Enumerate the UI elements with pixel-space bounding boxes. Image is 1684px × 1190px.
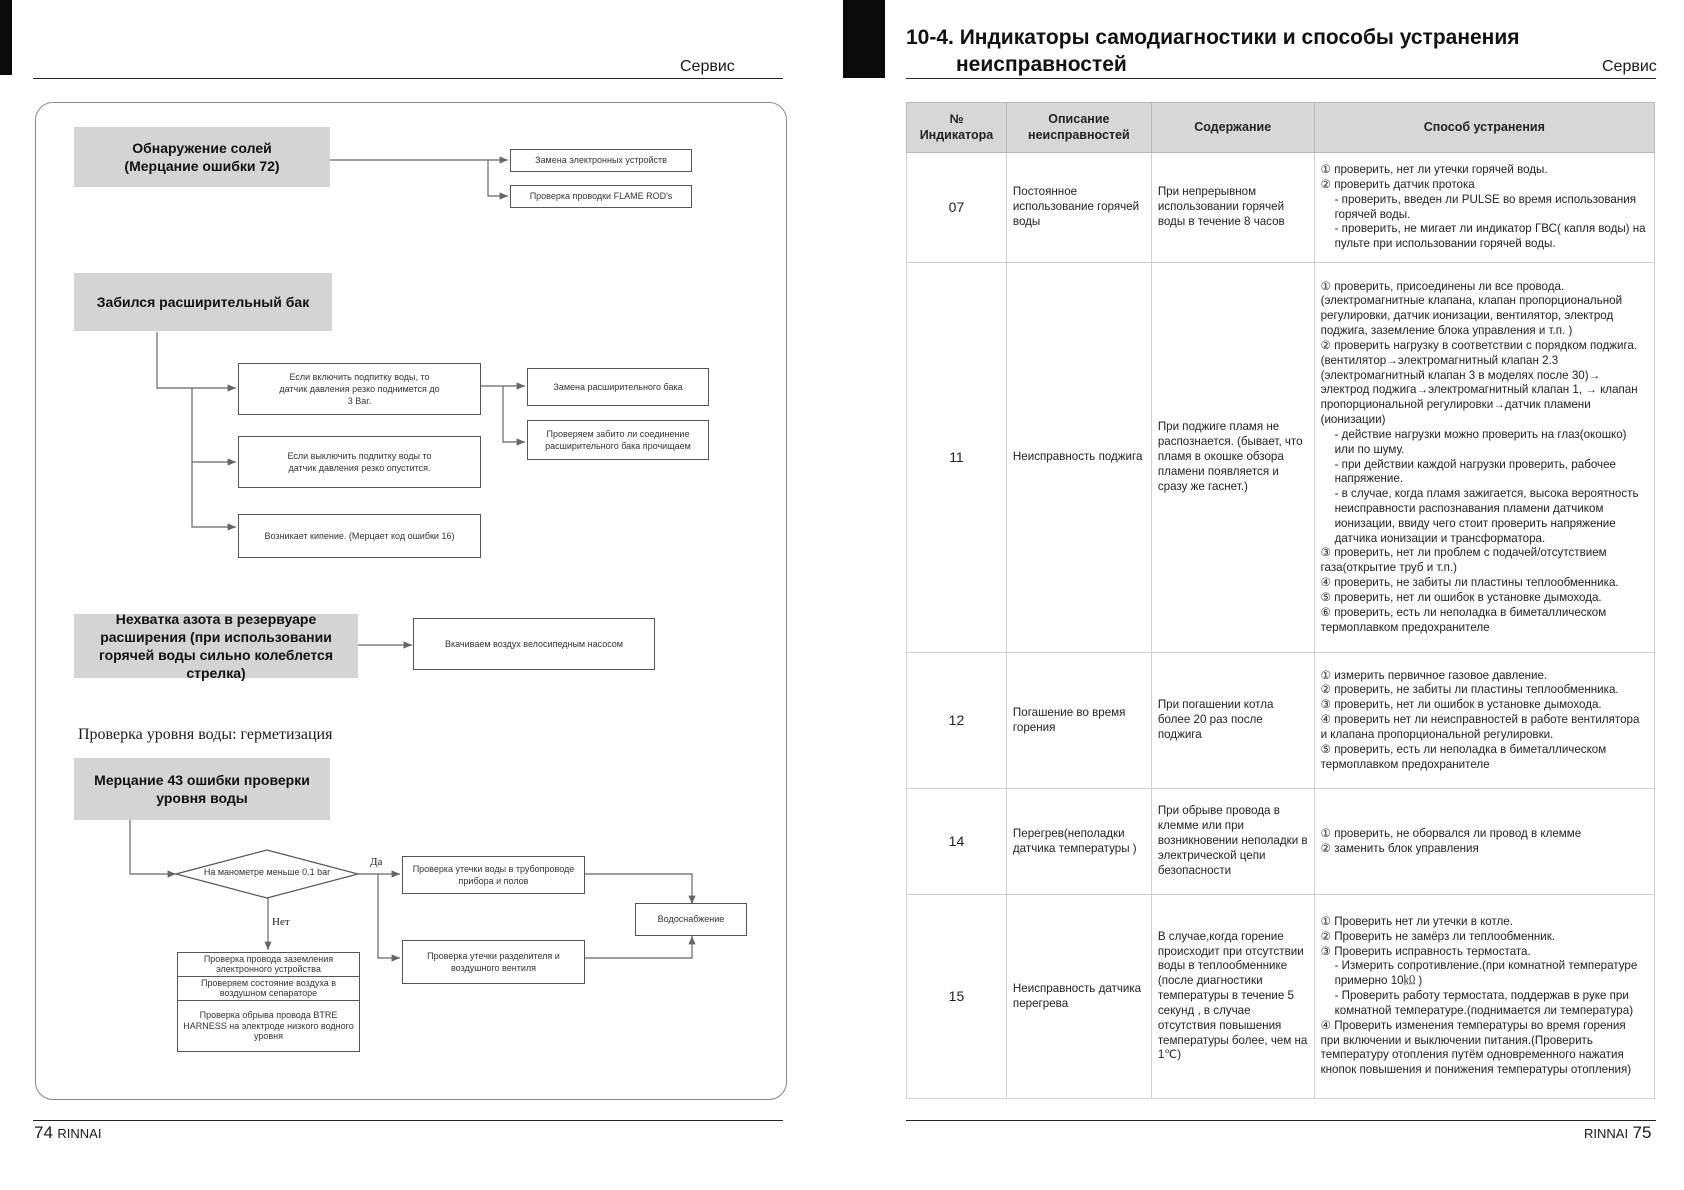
f43-result-box: Водоснабжение: [635, 903, 747, 936]
cell-fix: [1314, 153, 1654, 263]
left-footer-rule: [33, 1120, 783, 1121]
fix-item: ② заменить блок управления: [1320, 841, 1479, 855]
tank-title-box: Забился расширительный бак: [74, 273, 332, 331]
fix-item: ① проверить, не оборвался ли провод в клемме: [1320, 826, 1582, 840]
fix-list: [1321, 280, 1648, 636]
cell-desc: Перегрев(неполадки датчика температуры ): [1006, 789, 1151, 895]
tank-act-2: [503, 386, 525, 442]
fix-item: ② проверить, не забиты ли пластины теплообменника.: [1320, 683, 1619, 697]
left-page-number: 74: [34, 1123, 53, 1142]
fix-item: - действие нагрузки можно проверить на глаз(окошко) или по шуму.: [1334, 427, 1627, 456]
fix-item: ② проверить датчик протока: [1320, 177, 1475, 191]
cell-fix: [1314, 789, 1654, 895]
right-footer: [1584, 1123, 1651, 1143]
fix-list: [1321, 827, 1648, 857]
f43-no-label: Нет: [272, 916, 290, 928]
th-description: Описание неисправностей: [1006, 103, 1151, 153]
f43-merge-2: [585, 936, 692, 958]
fix-item: ④ проверить нет ли неисправностей в работе вентилятора и клапана пропорциональной регулировки.: [1320, 713, 1640, 741]
cell-desc: Погашение во время горения: [1006, 653, 1151, 789]
right-footer-brand: RINNAI: [1584, 1126, 1629, 1141]
f43-title-line1: Мерцание 43 ошибки проверки: [94, 771, 310, 788]
cell-content: При поджиге пламя не распознается. (бывает, что пламя в окошке обзора пламени появляется и сразу же гаснет.): [1151, 263, 1314, 653]
table-row: [907, 895, 1655, 1099]
fix-item: ③ проверить, нет ли ошибок в установке дымохода.: [1320, 698, 1602, 712]
left-footer: [34, 1123, 101, 1143]
fix-item: ⑥ проверить, есть ли неполадка в биметаллическом термоплавком предохранителе: [1320, 605, 1607, 634]
f43-no-box-2: Проверяем состояние воздуха в воздушном сепараторе: [178, 977, 359, 1001]
fix-item: - Проверить работу термостата, поддержав в руке при комнатной температуре.(поднимается ли температура): [1334, 989, 1634, 1017]
f43-yes-box-1: Проверка утечки воды в трубопроводе прибора и полов: [402, 856, 585, 894]
left-footer-brand: RINNAI: [57, 1126, 102, 1141]
fix-item: ① проверить, присоединены ли все провода. (электромагнитные клапана, клапан пропорциональной регулировки, датчик ионизации, вентилятор, электрод поджига, заземление блока управления и т.п. ): [1320, 279, 1623, 338]
fix-item: - в случае, когда пламя зажигается, высока вероятность неисправности распознавания пламени датчиком ионизации, ввиду чего стоит проверить напряжение датчика ионизации и трансформатора.: [1334, 487, 1639, 545]
th-fix: Способ устранения: [1314, 103, 1654, 153]
fix-item: ④ проверить, не забиты ли пластины теплообменника.: [1320, 576, 1619, 590]
cell-code: 11: [907, 263, 1007, 653]
tank-act-box-2: Проверяем забито ли соединение расширительного бака прочищаем: [527, 420, 709, 460]
cell-fix: [1314, 895, 1654, 1099]
fix-item: - проверить, введен ли PULSE во время использования горячей воды.: [1334, 192, 1636, 221]
tank-branch-b: [192, 462, 236, 527]
diagnostic-table: [906, 102, 1655, 1099]
salt-title-line2: (Мерцание ошибки 72): [124, 158, 280, 174]
salt-box-flame-rod: Проверка проводки FLAME ROD's: [510, 185, 692, 208]
cell-code: 14: [907, 789, 1007, 895]
cell-content: В случае,когда горение происходит при отсутствии воды в теплообменнике (после диагностики температуры в течение 5 секунд , в случае отсутствия повышения температуры более, чем на 1℃): [1151, 895, 1314, 1099]
tank-trunk: [157, 332, 236, 388]
nitrogen-title-box: Нехватка азота в резервуаре расширения (при использовании горячей воды сильно колеблется стрелка): [74, 614, 358, 678]
right-header-rule: [906, 78, 1656, 79]
cell-desc: Неисправность датчика перегрева: [1006, 895, 1151, 1099]
fix-item: ② Проверить не замёрз ли теплообменник.: [1320, 929, 1556, 943]
cell-code: 07: [907, 153, 1007, 263]
tank-act-box-1: Замена расширительного бака: [527, 368, 709, 406]
tank-cond-box-1: Если включить подпитку воды, то датчик давления резко поднимется до 3 Bar.: [238, 363, 481, 415]
f43-no-box-1: Проверка провода заземления электронного устройства: [178, 953, 359, 977]
right-edge-tab: [843, 0, 885, 78]
fix-item: ① Проверить нет ли утечки в котле.: [1320, 914, 1513, 928]
tank-cond-box-3: Возникает кипение. (Мерцает код ошибки 16): [238, 514, 481, 558]
cell-content: При обрыве провода в клемме или при возникновении неполадки в электрической цепи безопасности: [1151, 789, 1314, 895]
fix-item: ④ Проверить изменения температуры во время горения при включении и выключении питания.(Проверить температуру отопления путём одновременного нажатия кнопок повышения и понижения температуры отопления): [1320, 1018, 1632, 1077]
fix-list: [1321, 163, 1648, 252]
f43-trunk: [130, 820, 176, 874]
fix-item: ③ проверить, нет ли проблем с подачей/отсутствием газа(открытие труб и т.п.): [1320, 546, 1607, 575]
salt-connector-2: [488, 160, 508, 196]
table-row: [907, 789, 1655, 895]
fix-item: ⑤ проверить, нет ли ошибок в установке дымохода.: [1320, 590, 1602, 604]
cell-content: При непрерывном использовании горячей воды в течение 8 часов: [1151, 153, 1314, 263]
salt-title-box: [74, 127, 330, 187]
tank-branch-a: [192, 388, 236, 462]
fix-item: ③ Проверить исправность термостата.: [1320, 944, 1531, 958]
table-row: [907, 653, 1655, 789]
f43-decision-label: На манометре меньше 0.1 bar: [203, 867, 331, 877]
nitrogen-pump-box: Вкачиваем воздух велосипедным насосом: [413, 618, 655, 670]
water-check-heading: Проверка уровня воды: герметизация: [78, 726, 333, 743]
left-header-text: Сервис: [680, 58, 735, 75]
cell-fix: [1314, 263, 1654, 653]
cell-code: 15: [907, 895, 1007, 1099]
f43-yes-label: Да: [370, 856, 383, 868]
fix-item: ① проверить, нет ли утечки горячей воды.: [1320, 163, 1548, 177]
right-page-title: [906, 24, 1520, 78]
cell-fix: [1314, 653, 1654, 789]
salt-box-electronics: Замена электронных устройств: [510, 149, 692, 172]
th-indicator: № Индикатора: [907, 103, 1007, 153]
cell-code: 12: [907, 653, 1007, 789]
f43-no-box-stack: [177, 952, 360, 1052]
right-title-line1: 10-4. Индикаторы самодиагностики и способы устранения: [906, 26, 1520, 49]
fix-list: [1321, 915, 1648, 1078]
f43-merge-1: [585, 874, 692, 904]
cell-desc: Неисправность поджига: [1006, 263, 1151, 653]
right-title-line2: неисправностей: [956, 53, 1127, 76]
fix-item: - Измерить сопротивление.(при комнатной температуре примерно 10㏀ ): [1334, 959, 1638, 988]
f43-yes-box-2: Проверка утечки разделителя и воздушного вентиля: [402, 940, 585, 984]
salt-title-line1: Обнаружение солей: [132, 139, 272, 156]
right-page-number: 75: [1632, 1123, 1652, 1142]
table-row: [907, 263, 1655, 653]
fix-item: - при действии каждой нагрузки проверить, рабочее напряжение.: [1334, 457, 1616, 486]
f43-yes-down: [378, 874, 400, 958]
table-row: [907, 153, 1655, 263]
f43-title-line2: уровня воды: [156, 790, 248, 806]
fix-item: ① измерить первичное газовое давление.: [1320, 668, 1548, 682]
fix-list: [1321, 669, 1648, 773]
fix-item: ⑤ проверить, есть ли неполадка в биметаллическом термоплавком предохранителе: [1320, 742, 1607, 771]
f43-title-box: [74, 758, 330, 820]
right-footer-rule: [906, 1120, 1656, 1121]
cell-content: При погашении котла более 20 раз после поджига: [1151, 653, 1314, 789]
f43-no-box-3: Проверка обрыва провода BTRE HARNESS на электроде низкого водного уровня: [178, 1001, 359, 1051]
fix-item: ② проверить нагрузку в соответствии с порядком поджига. (вентилятор→электромагнитный клапан 2.3 (электромагнитный клапан 3 в моделях после 30)→ электрод поджига→электромагнитный клапан 1, → клапан пропорциональной регулировки→датчик пламени (ионизации): [1320, 338, 1638, 427]
right-header-text: Сервис: [1602, 58, 1657, 75]
fix-item: - проверить, не мигает ли индикатор ГВС( капля воды) на пульте при использовании горячей воды.: [1334, 222, 1646, 251]
th-content: Содержание: [1151, 103, 1314, 153]
cell-desc: Постоянное использование горячей воды: [1006, 153, 1151, 263]
table-header-row: [907, 103, 1655, 153]
tank-cond-box-2: Если выключить подпитку воды то датчик давления резко опустится.: [238, 436, 481, 488]
